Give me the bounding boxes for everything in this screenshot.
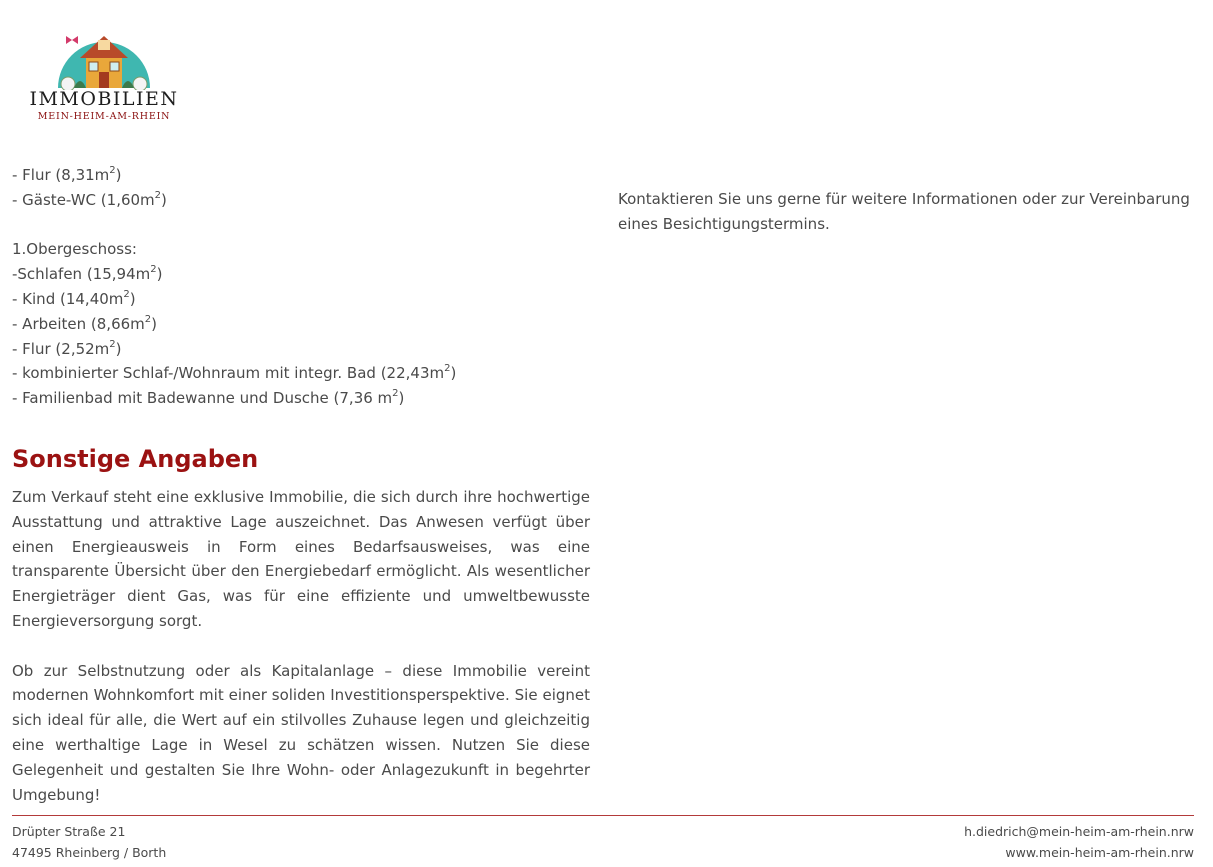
footer-contact [964, 822, 1194, 863]
room-label-end: ) [156, 265, 163, 284]
footer-address [12, 822, 166, 863]
floor1-room-list [12, 262, 590, 411]
footer-website[interactable]: www.mein-heim-am-rhein.nrw [1005, 844, 1194, 860]
house-logo-icon [52, 32, 156, 90]
room-label-end: ) [151, 314, 158, 333]
room-area-unit-exponent: 2 [444, 363, 451, 375]
room-item [12, 287, 590, 312]
room-item [12, 312, 590, 337]
room-area-unit-exponent: 2 [123, 288, 130, 300]
room-item [12, 386, 590, 411]
left-column [12, 163, 590, 807]
section-paragraph-1: Zum Verkauf steht eine exklusive Immobilie, die sich durch ihre hochwertige Ausstattung und attraktive Lage auszeichnet. Das Anwesen verfügt über einen Energieausweis in Form eines Bedarfsausweises, was eine transparente Übersicht über den Energiebedarf ermöglicht. Als wesentlicher Energieträger dient Gas, was für eine effiziente und umweltbewusste Energieversorgung sorgt. [12, 487, 590, 630]
room-label-end: ) [398, 389, 405, 408]
room-area-unit-exponent: 2 [109, 338, 116, 350]
room-area-unit-exponent: 2 [154, 189, 162, 201]
footer-city: 47495 Rheinberg / Borth [12, 844, 167, 860]
logo-title: IMMOBILIEN [29, 88, 179, 110]
room-area-unit-exponent: 2 [392, 388, 399, 400]
room-item [12, 188, 590, 213]
room-area-unit-exponent: 2 [144, 313, 152, 325]
room-label: - Familienbad mit Badewanne und Dusche (7,36 m [12, 389, 393, 408]
section-heading: Sonstige Angaben [12, 444, 259, 473]
section-paragraph-2: Ob zur Selbstnutzung oder als Kapitalanlage – diese Immobilie vereint modernen Wohnkomfort mit einer soliden Investitionsperspektive. Sie eignet sich ideal für alle, die Wert auf ein stilvolles Zuhause legen und gleichzeitig eine werthaltige Lage in Wesel zu schätzen wissen. Nutzen Sie diese Gelegenheit und gestalten Sie Ihre Wohn- oder Anlagezukunft in begehrter Umgebung! [12, 661, 590, 804]
room-item [12, 361, 590, 386]
room-item [12, 262, 590, 287]
footer-divider [12, 815, 1194, 816]
room-label: - Flur (8,31m [12, 166, 110, 184]
room-label: - Kind (14,40m [12, 289, 124, 308]
footer-email[interactable]: h.diedrich@mein-heim-am-rhein.nrw [964, 824, 1194, 839]
room-item [12, 163, 590, 188]
floor1-title: 1.Obergeschoss: [12, 240, 137, 259]
room-label-end: ) [115, 339, 122, 358]
room-label-end: ) [115, 166, 122, 184]
room-item [12, 337, 590, 362]
room-label-end: ) [161, 190, 167, 209]
room-label: -Schlafen (15,94m [12, 265, 151, 284]
logo-subtitle: MEIN-HEIM-AM-RHEIN [37, 111, 171, 122]
room-label: - Gäste-WC (1,60m [12, 190, 155, 209]
room-label: - Arbeiten (8,66m [12, 314, 145, 333]
right-column [618, 187, 1198, 237]
company-logo [24, 30, 184, 125]
room-area-unit-exponent: 2 [150, 264, 157, 276]
ground-floor-room-list [12, 163, 590, 213]
room-label-end: ) [450, 364, 457, 383]
room-area-unit-exponent: 2 [109, 165, 116, 176]
contact-text: Kontaktieren Sie uns gerne für weitere Informationen oder zur Vereinbarung eines Besichtigungstermins. [618, 190, 1190, 233]
footer-street: Drüpter Straße 21 [12, 824, 126, 839]
room-label: - Flur (2,52m [12, 339, 110, 358]
room-label: - kombinierter Schlaf-/Wohnraum mit integr. Bad (22,43m [12, 364, 445, 383]
room-label-end: ) [129, 289, 136, 308]
